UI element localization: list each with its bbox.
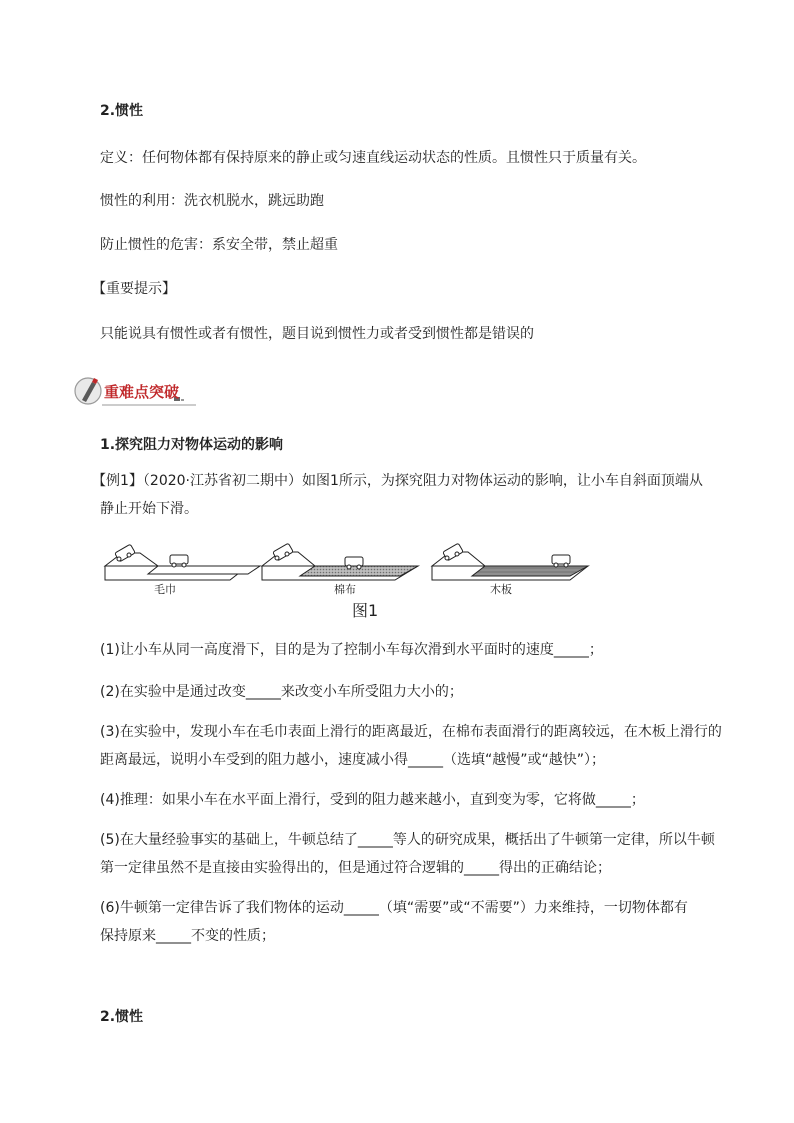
question-6-line1: (6)牛顿第一定律告诉了我们物体的运动_____（填“需要”或“不需要”）力来维持，一切物体都有 — [100, 900, 688, 916]
banner-title: 重难点突破 — [104, 383, 180, 401]
section-heading-experiment: 1.探究阻力对物体运动的影响 — [100, 437, 284, 453]
question-6-line2: 保持原来_____不变的性质； — [100, 928, 275, 944]
question-3-line2: 距离最远，说明小车受到的阻力越小，速度减小得_____（选填“越慢”或“越快”）； — [100, 752, 606, 768]
panel-wood — [432, 543, 588, 580]
inertia-use-text: 惯性的利用：洗衣机脱水，跳远助跑 — [100, 193, 324, 209]
figure-label-cotton: 棉布 — [334, 584, 356, 596]
inertia-prevent-text: 防止惯性的危害：系安全带，禁止超重 — [100, 237, 338, 253]
question-2: (2)在实验中是通过改变_____来改变小车所受阻力大小的； — [100, 684, 463, 700]
question-3-line1: (3)在实验中，发现小车在毛巾表面上滑行的距离最近，在棉布表面滑行的距离较远，在木板上滑行的 — [100, 724, 722, 740]
tip-title: 【重要提示】 — [92, 281, 176, 297]
question-5-line2: 第一定律虽然不是直接由实验得出的，但是通过符合逻辑的_____得出的正确结论； — [100, 860, 611, 876]
question-5-line1: (5)在大量经验事实的基础上，牛顿总结了_____等人的研究成果，概括出了牛顿第一定律，所以牛顿 — [100, 832, 715, 848]
question-1: (1)让小车从同一高度滑下，目的是为了控制小车每次滑到水平面时的速度_____； — [100, 642, 603, 658]
definition-text: 定义：任何物体都有保持原来的静止或匀速直线运动状态的性质。且惯性只于质量有关。 — [100, 150, 646, 166]
example-text-line2: 静止开始下滑。 — [100, 501, 198, 517]
figure-label-wood: 木板 — [490, 584, 512, 596]
figure-label-towel: 毛巾 — [154, 584, 176, 596]
panel-towel — [105, 544, 260, 580]
example-text-line1: 【例1】（2020·江苏省初二期中）如图1所示，为探究阻力对物体运动的影响，让小车自斜面顶端从 — [92, 473, 703, 489]
figure-caption: 图1 — [352, 601, 379, 620]
tip-text: 只能说具有惯性或者有惯性，题目说到惯性力或者受到惯性都是错误的 — [100, 326, 534, 342]
section-heading-inertia: 2.惯性 — [100, 103, 144, 119]
question-4: (4)推理：如果小车在水平面上滑行，受到的阻力越来越小，直到变为零，它将做_____； — [100, 792, 645, 808]
panel-cotton — [262, 543, 418, 580]
section-heading-inertia-2: 2.惯性 — [100, 1009, 144, 1025]
